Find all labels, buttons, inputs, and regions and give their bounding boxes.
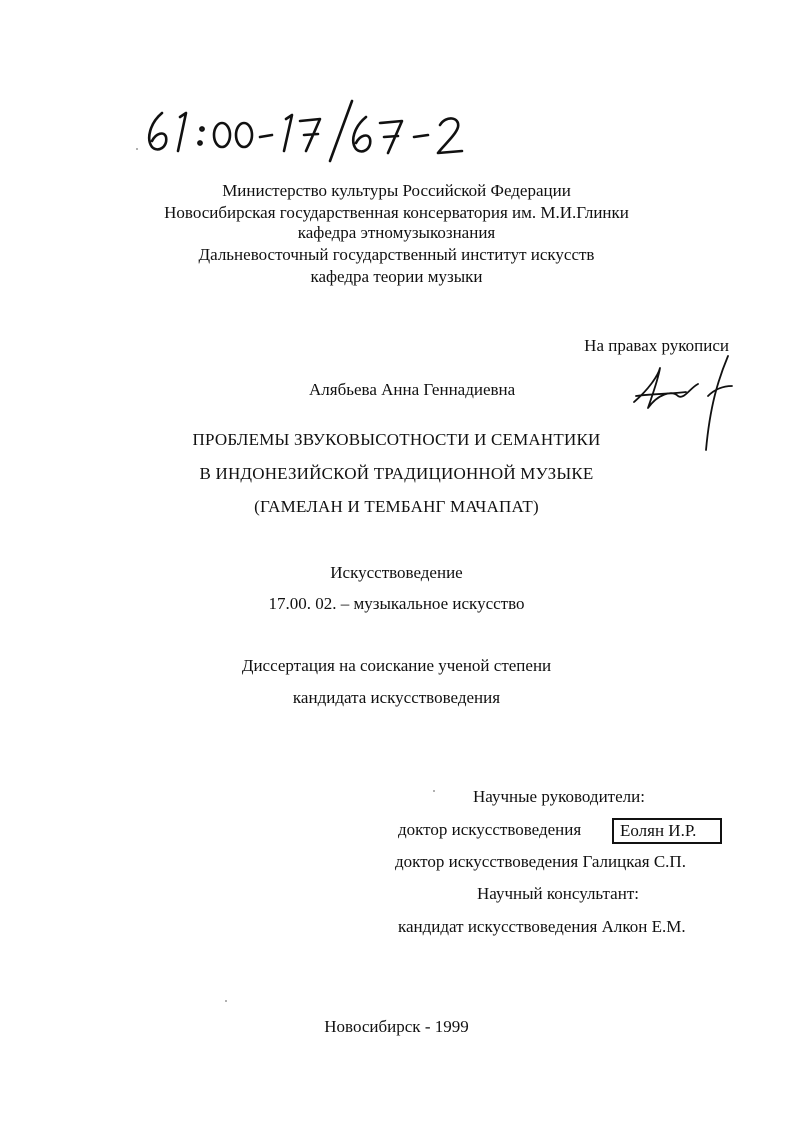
city-year: Новосибирск - 1999 <box>324 1017 469 1036</box>
consultant-heading: Научный консультант: <box>477 884 639 903</box>
supervisor-1-name: Еолян И.Р. <box>620 821 697 840</box>
title-line-2: В ИНДОНЕЗИЙСКОЙ ТРАДИЦИОННОЙ МУЗЫКЕ <box>199 464 594 483</box>
scan-speck <box>225 1000 227 1002</box>
supervisors-heading: Научные руководители: <box>473 787 645 806</box>
supervisor-2: доктор искусствоведения Галицкая С.П. <box>395 852 686 871</box>
degree-line-1: Диссертация на соискание ученой степени <box>241 656 552 675</box>
department-music-theory: кафедра теории музыки <box>310 267 483 286</box>
rights-note: На правах рукописи <box>584 336 729 355</box>
institute-line: Дальневосточный государственный институт искусств <box>198 245 595 264</box>
scan-speck <box>136 148 138 150</box>
supervisor-1-name-box <box>612 818 722 844</box>
department-ethnomusicology: кафедра этномузыкознания <box>297 223 496 242</box>
conservatory-line: Новосибирская государственная консерватория им. М.И.Глинки <box>164 203 629 222</box>
supervisor-1-role: доктор искусствоведения <box>398 820 582 839</box>
author-name: Алябьева Анна Геннадиевна <box>309 380 516 399</box>
handwritten-archive-number <box>140 95 520 165</box>
degree-line-2: кандидата искусствоведения <box>292 688 501 707</box>
consultant: кандидат искусствоведения Алкон Е.М. <box>398 917 686 936</box>
ministry-line: Министерство культуры Российской Федерации <box>222 181 571 200</box>
title-line-1: ПРОБЛЕМЫ ЗВУКОВЫСОТНОСТИ И СЕМАНТИКИ <box>192 430 601 449</box>
field-of-study: Искусствоведение <box>330 563 463 582</box>
title-line-3: (ГАМЕЛАН И ТЕМБАНГ МАЧАПАТ) <box>254 497 539 516</box>
specialty-code: 17.00. 02. – музыкальное искусство <box>268 594 525 613</box>
scan-speck <box>433 790 435 792</box>
